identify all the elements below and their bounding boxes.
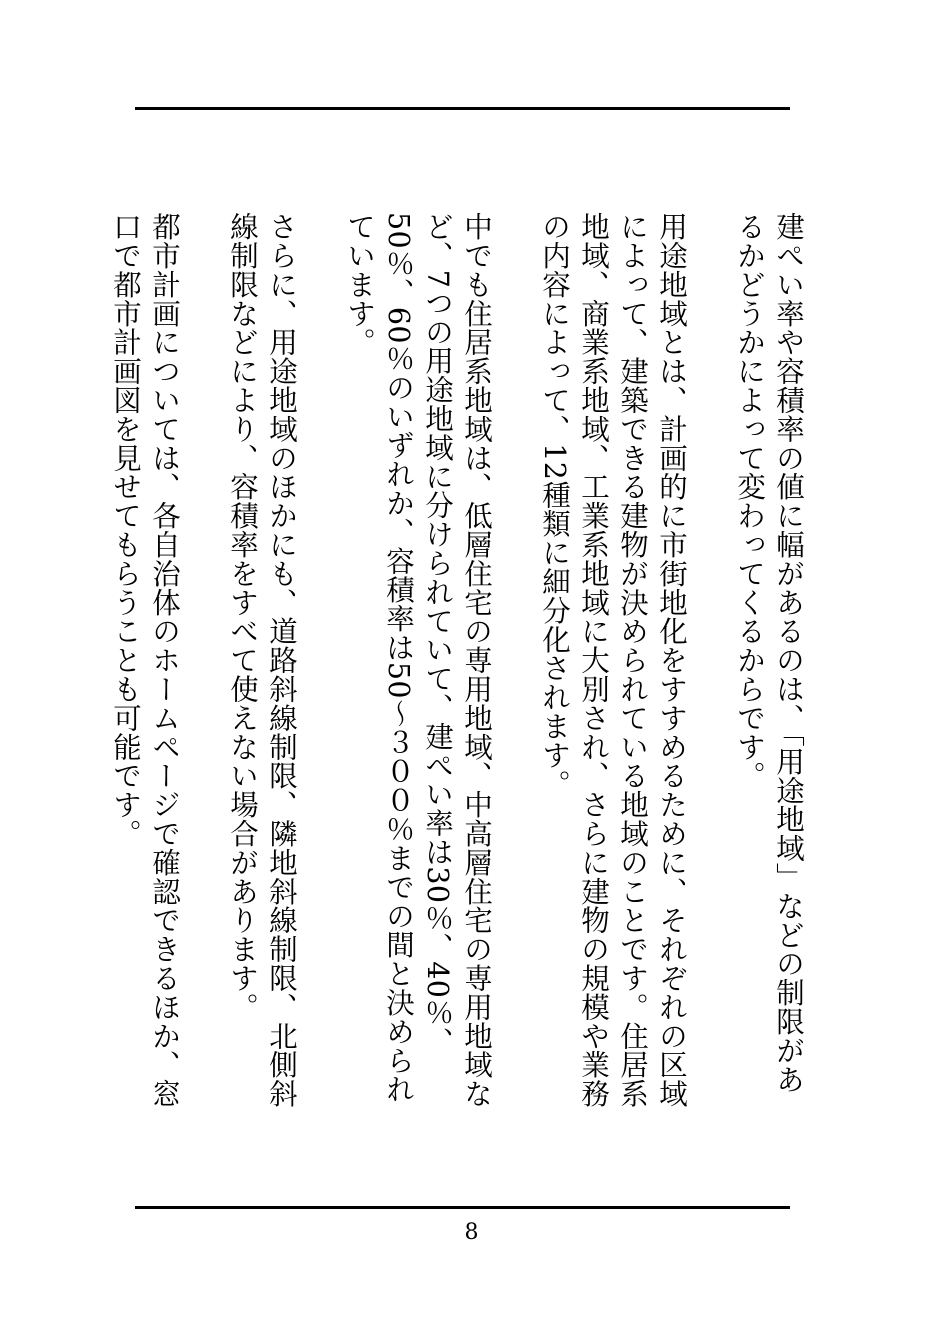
paragraph-4: さらに、用途地域のほかにも、道路斜線制限、隣地斜線制限、北側斜線制限などにより、容積率をすべて使えない場合があります。 — [226, 212, 298, 1108]
body-text — [109, 212, 808, 1112]
footer-rule — [135, 1206, 790, 1209]
paragraph-gap — [184, 212, 223, 1112]
header-rule — [135, 107, 790, 110]
paragraph-gap — [496, 212, 535, 1112]
paragraph-2: 用途地域とは、計画的に市街地化をすすめるために、それぞれの区域によって、建築できる建物が決められている地域のことです。住居系地域、商業系地域、工業系地域に大別され、さらに建物の規模や業務の内容によって、12種類に細分化されます。 — [538, 212, 688, 1108]
paragraph-gap — [691, 212, 730, 1112]
paragraph-3: 中でも住居系地域は、低層住宅の専用地域、中高層住宅の専用地域など、7つの用途地域に分けられていて、建ぺい率は30％、40％、50％、60％のいずれか、容積率は50～３００％までの間と決められています。 — [343, 212, 493, 1108]
paragraph-5: 都市計画については、各自治体のホームページで確認できるほか、窓口で都市計画図を見せてもらうことも可能です。 — [109, 212, 181, 1108]
page-number: 8 — [464, 1220, 479, 1245]
paragraph-1: 建ぺい率や容積率の値に幅があるのは、「用途地域」などの制限があるかどうかによって変わってくるからです。 — [733, 212, 805, 1094]
paragraph-gap — [301, 212, 340, 1112]
